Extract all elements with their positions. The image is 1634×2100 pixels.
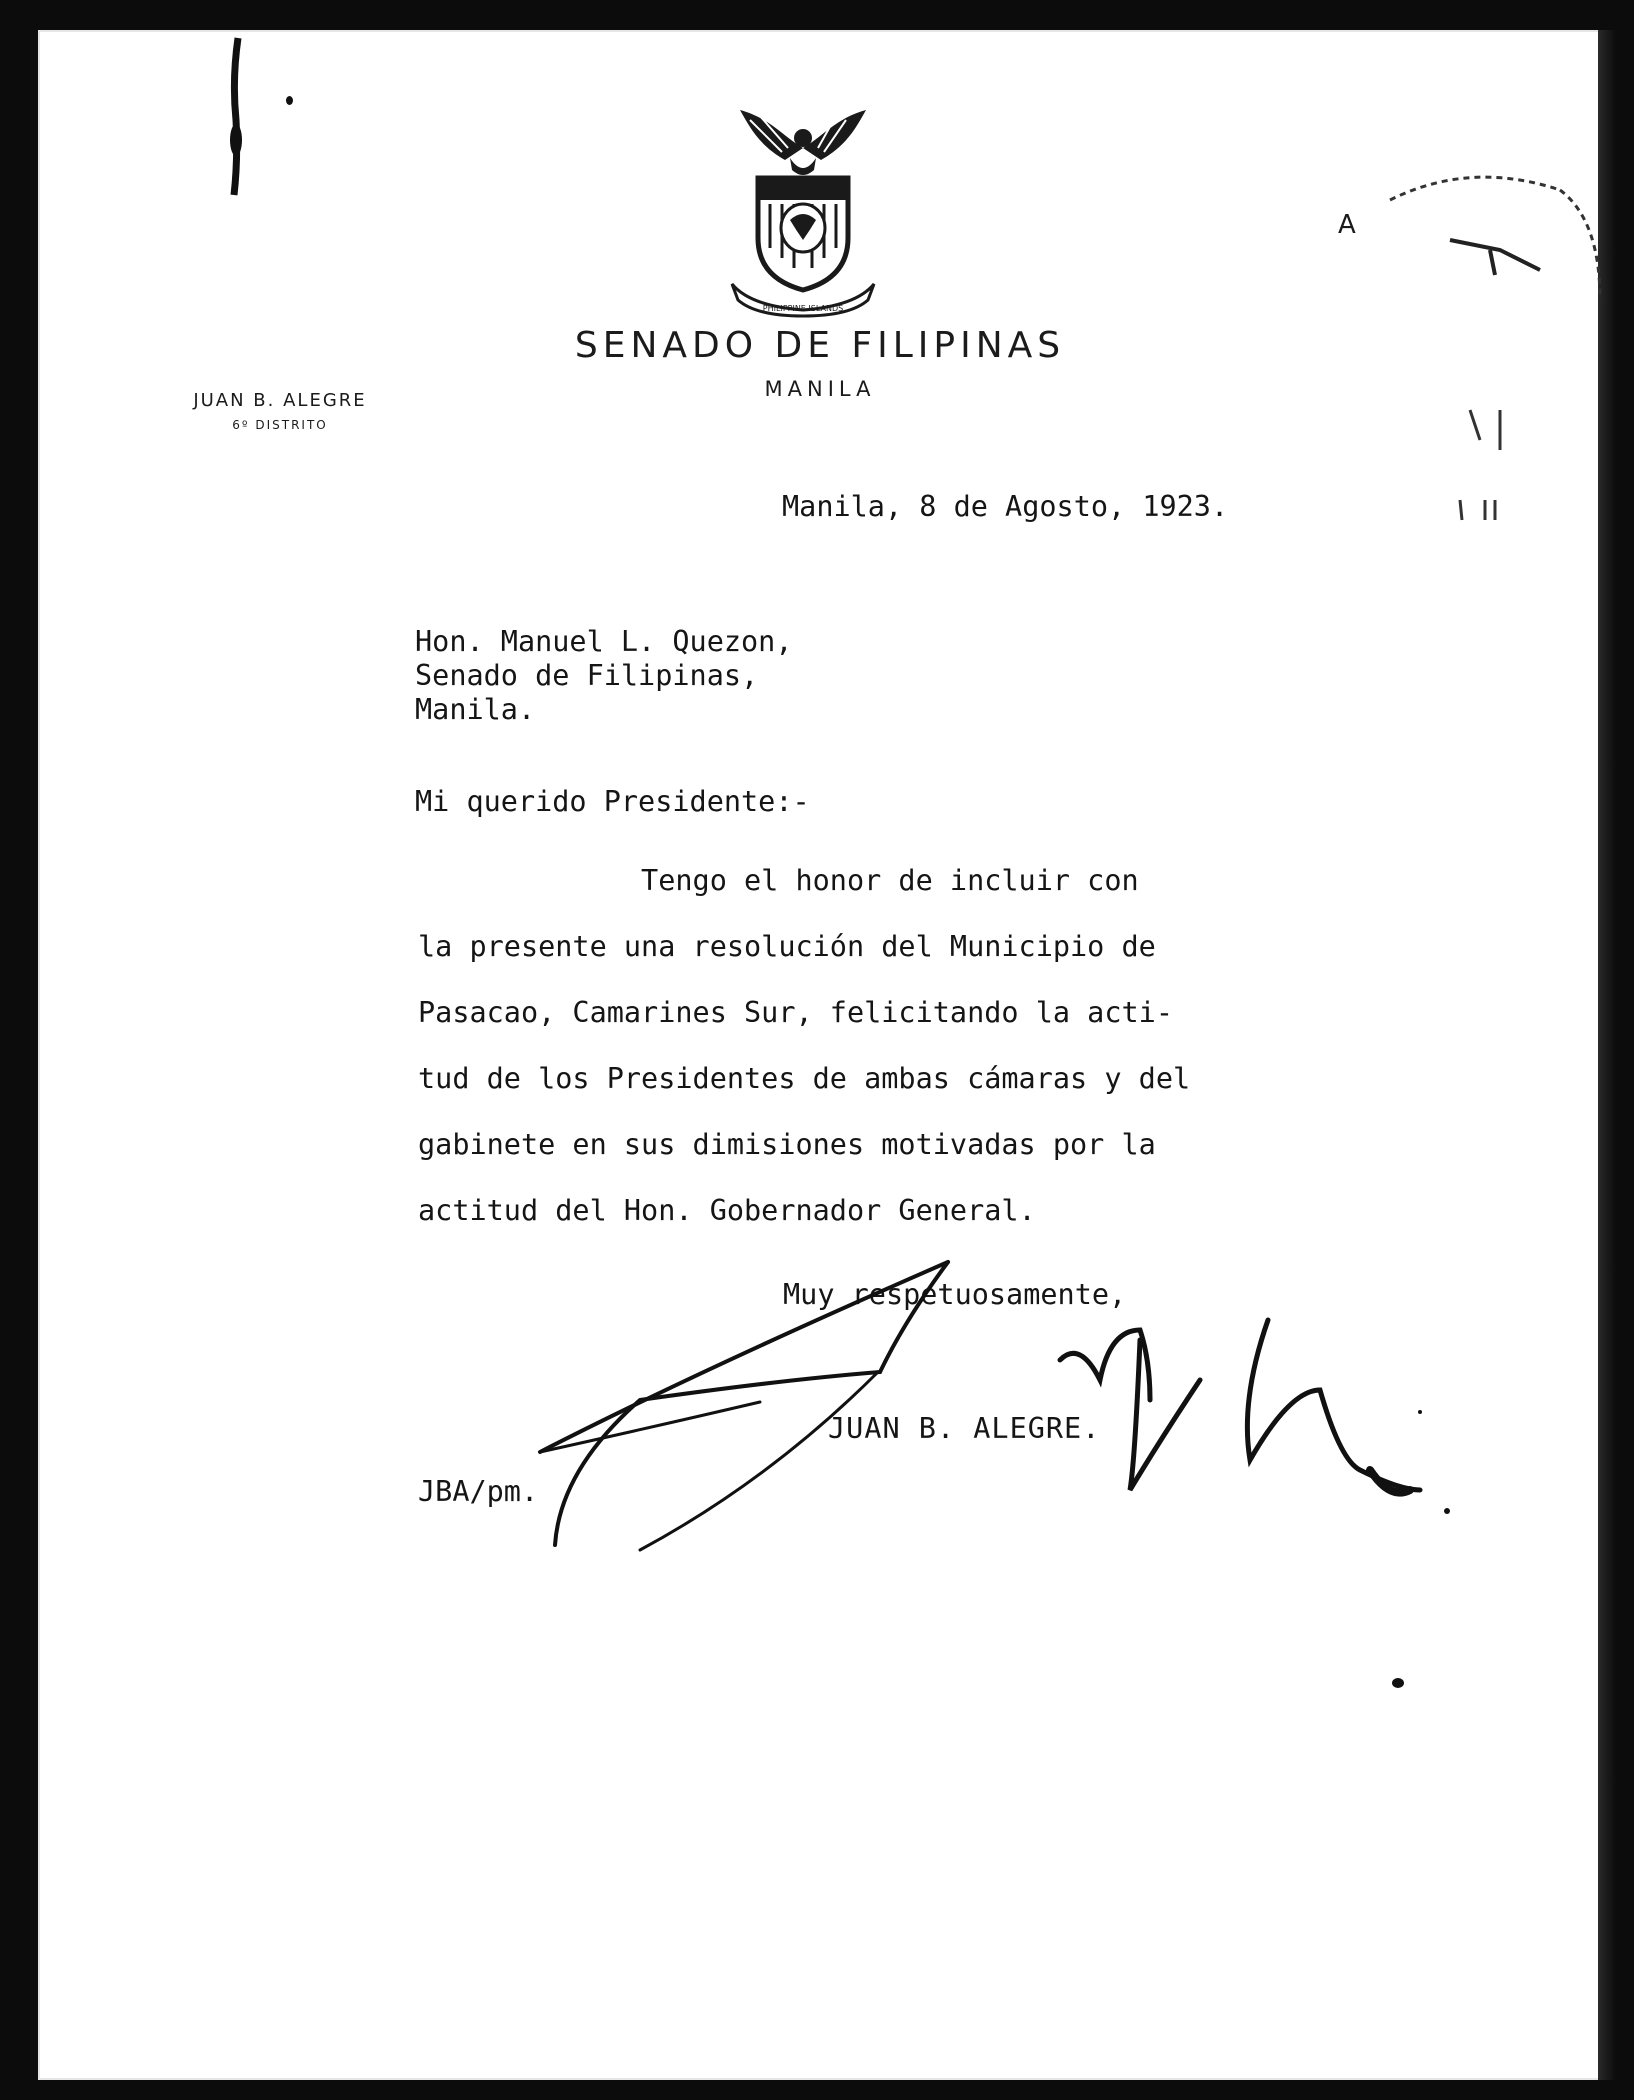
ink-speck — [1444, 1508, 1450, 1514]
body-line: gabinete en sus dimisiones motivadas por la — [418, 1128, 1156, 1161]
letter-date: Manila, 8 de Agosto, 1923. — [782, 490, 1229, 523]
recipient-line: Hon. Manuel L. Quezon, — [415, 625, 793, 658]
crest-ribbon-text: PHILIPPINE ISLANDS — [762, 304, 844, 313]
ink-speck — [286, 96, 293, 105]
senate-crest-icon — [730, 108, 876, 318]
recipient-line: Senado de Filipinas, — [415, 659, 759, 692]
body-line: Tengo el honor de incluir con — [418, 864, 1139, 897]
body-line: Pasacao, Camarines Sur, felicitando la acti- — [418, 996, 1173, 1029]
salutation: Mi querido Presidente:- — [415, 785, 810, 818]
letterhead-institution: SENADO DE FILIPINAS — [574, 325, 1066, 366]
letterhead-city: MANILA — [764, 377, 876, 401]
body-line: tud de los Presidentes de ambas cámaras y del — [418, 1062, 1191, 1095]
sender-district: 6º DISTRITO — [232, 418, 328, 432]
reference-initials: JBA/pm. — [418, 1475, 539, 1508]
recipient-address — [415, 625, 793, 727]
recipient-line: Manila. — [415, 693, 536, 726]
closing: Muy respetuosamente, — [783, 1278, 1127, 1311]
sender-name: JUAN B. ALEGRE — [193, 390, 367, 411]
ink-speck — [1392, 1678, 1404, 1688]
stamp-letter: A — [1338, 210, 1356, 240]
letter-body — [418, 848, 1318, 1244]
page-edge-shadow — [1598, 30, 1616, 2080]
body-line: la presente una resolución del Municipio de — [418, 930, 1156, 963]
ink-speck — [1418, 1410, 1422, 1414]
signature-name: JUAN B. ALEGRE. — [828, 1412, 1101, 1445]
body-line: actitud del Hon. Gobernador General. — [418, 1194, 1036, 1227]
